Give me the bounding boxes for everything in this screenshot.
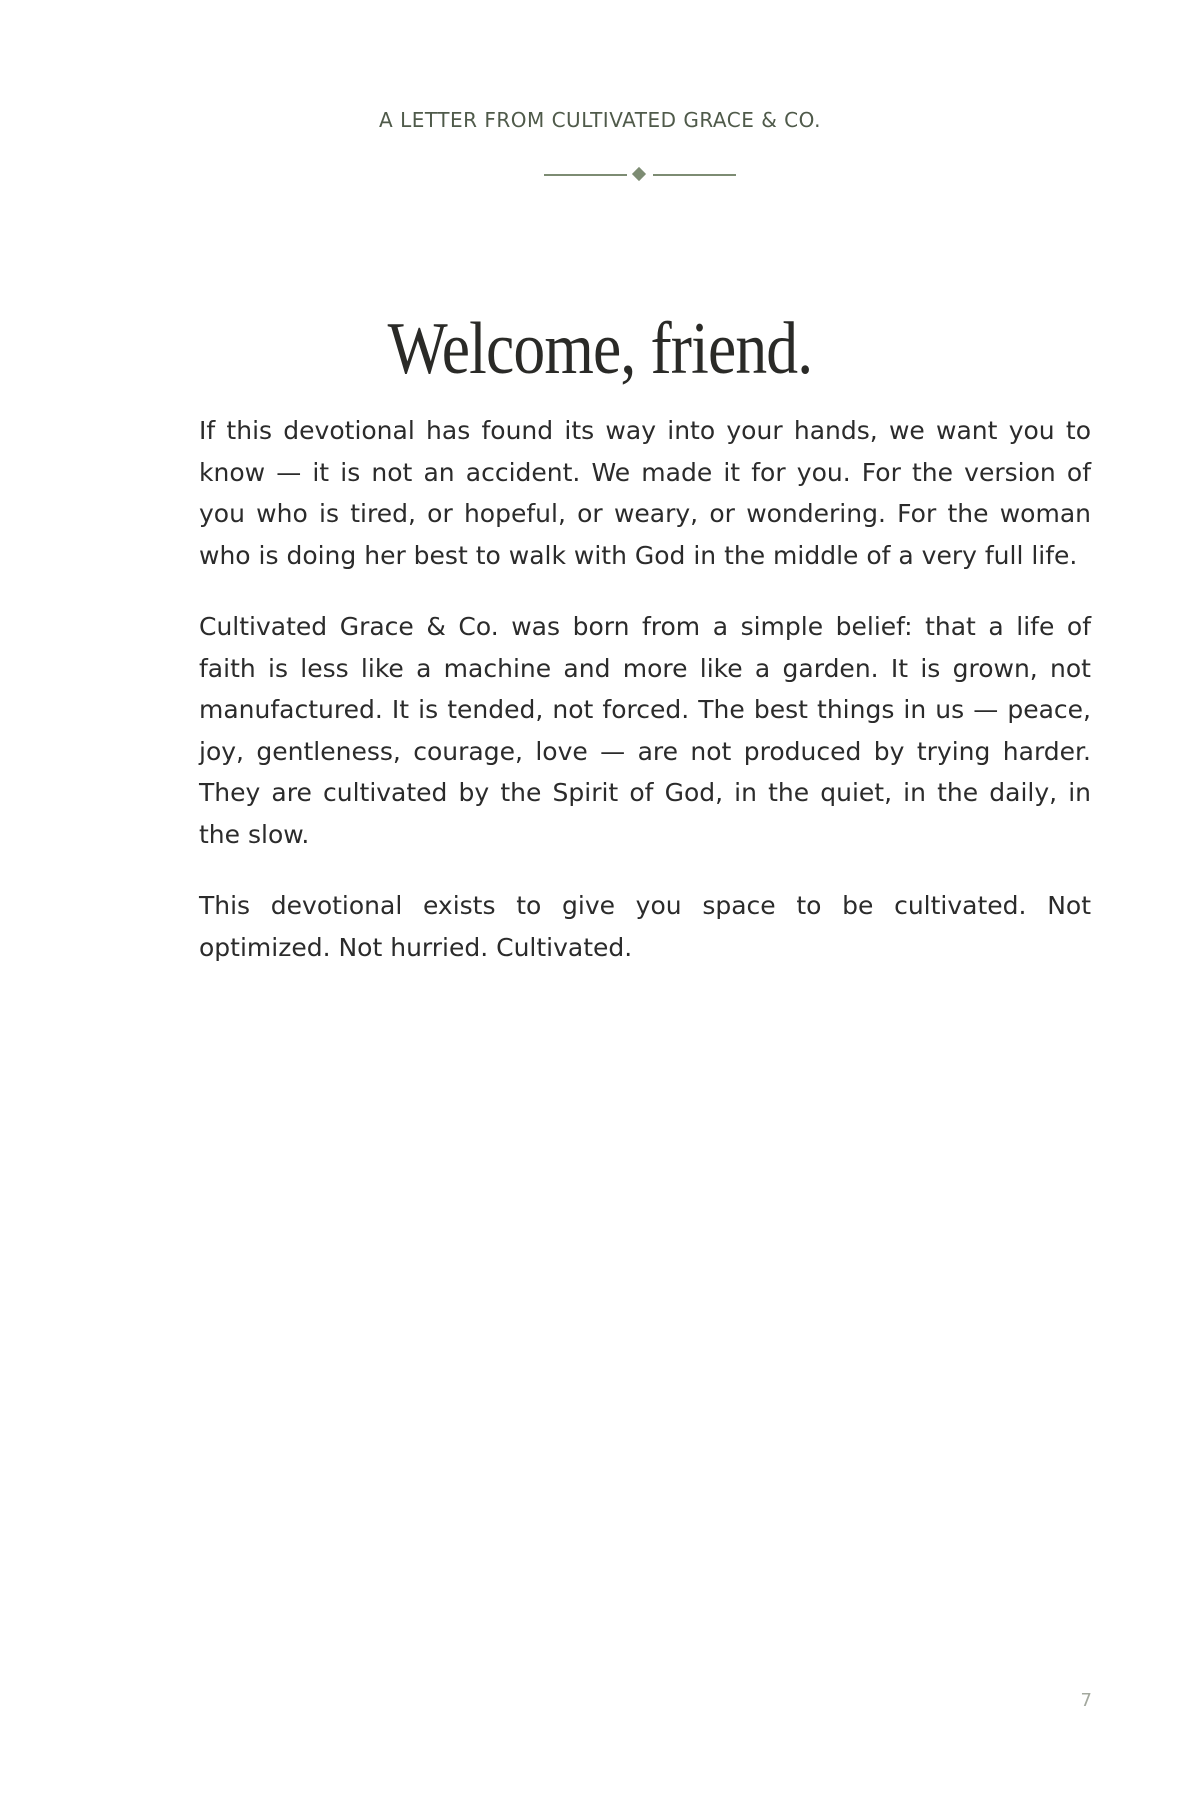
divider-line-right	[653, 174, 736, 176]
page-number: 7	[1080, 1690, 1092, 1711]
diamond-icon	[632, 167, 646, 181]
letter-eyebrow: A LETTER FROM CULTIVATED GRACE & CO.	[379, 108, 821, 132]
diamond-divider-icon	[544, 168, 736, 182]
body-paragraph-2: Cultivated Grace & Co. was born from a simple belief: that a life of faith is less like a machine and more like a garden. It is grown, not manufactured. It is tended, not forced. The best things in us — peace, joy, gentleness, courage, love — are not produced by trying harder. They are cultivated by the Spirit of God, in the quiet, in the daily, in the slow.	[199, 612, 1091, 849]
letter-body	[199, 410, 1091, 998]
divider-line-left	[544, 174, 627, 176]
body-paragraph-3: This devotional exists to give you space to be cultivated. Not optimized. Not hurried. Cultivated.	[199, 891, 1091, 962]
body-paragraph-1: If this devotional has found its way into your hands, we want you to know — it is not an accident. We made it for you. For the version of you who is tired, or hopeful, or weary, or wondering. For the woman who is doing her best to walk with God in the middle of a very full life.	[199, 416, 1091, 570]
page-title: Welcome, friend.	[387, 307, 813, 390]
